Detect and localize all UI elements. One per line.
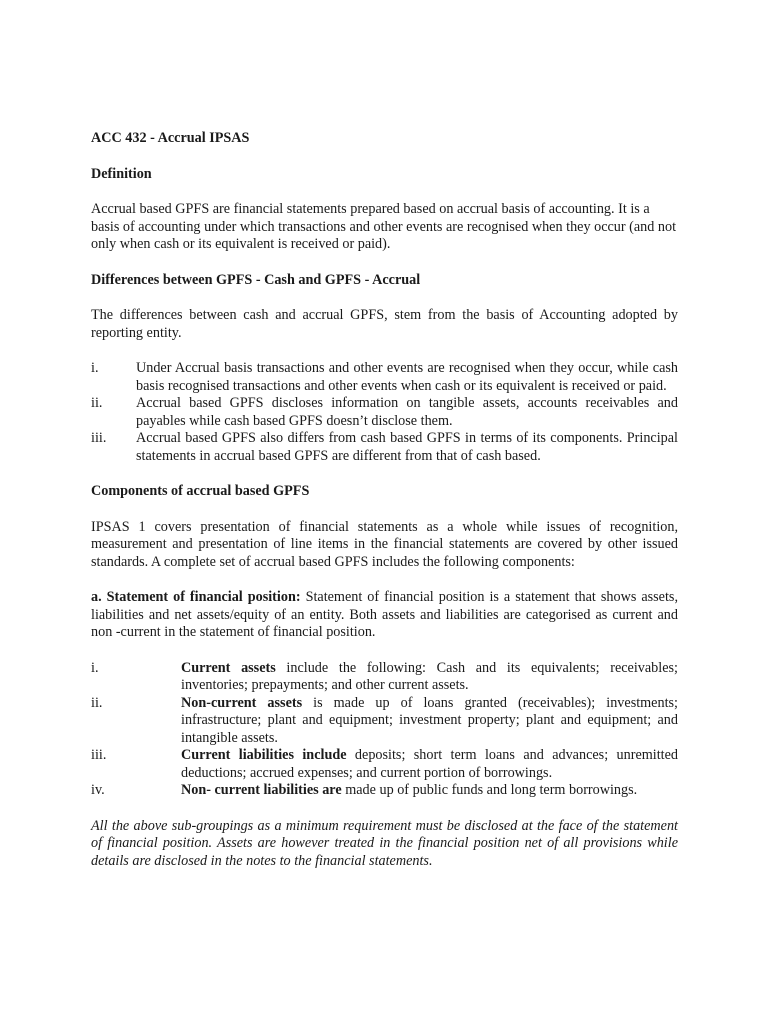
sofp-text: Statement of financial position is a statement that shows assets, liabilities and net assets/equity of an entity. Both assets and liabilities are categorised as current and non -current in the statement of financial position. bbox=[91, 589, 678, 640]
components-intro: IPSAS 1 covers presentation of financial statements as a whole while issues of recognition, measurement and presentation of line items in the financial statements are covered by other issued standards. A complete set of accrual based GPFS includes the following components: bbox=[91, 518, 678, 570]
list-number: i. bbox=[91, 659, 99, 676]
list-lead: Current liabilities include bbox=[181, 747, 347, 763]
components-heading: Components of accrual based GPFS bbox=[91, 483, 310, 499]
list-number: i. bbox=[91, 360, 99, 376]
list-item bbox=[91, 782, 678, 800]
list-text: is made up of loans granted (receivables); investments; infrastructure; plant and equipment; investment property; plant and equipment; and intangible assets. bbox=[181, 694, 678, 746]
sofp-paragraph bbox=[91, 589, 678, 642]
list-number: ii. bbox=[91, 395, 103, 411]
document-body bbox=[91, 130, 678, 870]
list-text: deposits; short term loans and advances; unremitted deductions; accrued expenses; and current portion of borrowings. bbox=[181, 747, 678, 781]
document-title: ACC 432 - Accrual IPSAS bbox=[91, 130, 250, 146]
list-item bbox=[91, 660, 678, 695]
differences-intro: The differences between cash and accrual GPFS, stem from the basis of Accounting adopted by reporting entity. bbox=[91, 307, 678, 341]
list-text: include the following: Cash and its equivalents; receivables; inventories; prepayments; and other current assets. bbox=[181, 659, 678, 693]
list-item bbox=[91, 695, 678, 748]
list-text: Accrual based GPFS discloses information on tangible assets, accounts receivables and payables while cash based GPFS doesn’t disclose them. bbox=[136, 395, 678, 429]
list-number: ii. bbox=[91, 694, 103, 711]
closing-note: All the above sub-groupings as a minimum requirement must be disclosed at the face of the statement of financial position. Assets are however treated in the financial position net of all provisions while details are disclosed in the notes to the financial statements. bbox=[91, 817, 678, 869]
list-text: Accrual based GPFS also differs from cash based GPFS in terms of its components. Principal statements in accrual based GPFS are different from that of cash based. bbox=[136, 430, 678, 464]
list-number: iii. bbox=[91, 747, 107, 763]
definition-paragraph: Accrual based GPFS are financial statements prepared based on accrual basis of accounting. It is a basis of accounting under which transactions and other events are recognised when they occur (and not only when cash or its equivalent is received or paid). bbox=[91, 201, 677, 252]
definition-heading: Definition bbox=[91, 165, 152, 182]
list-text: made up of public funds and long term borrowings. bbox=[341, 782, 638, 798]
list-item bbox=[91, 395, 678, 430]
list-lead: Non- current liabilities are bbox=[181, 782, 342, 798]
sofp-lead: a. Statement of financial position: bbox=[91, 589, 301, 605]
list-number: iv. bbox=[91, 782, 105, 798]
differences-heading: Differences between GPFS - Cash and GPFS - Accrual bbox=[91, 271, 421, 288]
list-lead: Current assets bbox=[181, 659, 276, 676]
list-text: Under Accrual basis transactions and other events are recognised when they occur, while cash basis recognised transactions and other events when cash or its equivalent is received or paid. bbox=[136, 360, 678, 394]
differences-list bbox=[91, 360, 678, 465]
sofp-list bbox=[91, 660, 678, 800]
list-lead: Non-current assets bbox=[181, 694, 303, 711]
list-item bbox=[91, 430, 678, 465]
list-number: iii. bbox=[91, 430, 107, 446]
list-item bbox=[91, 360, 678, 395]
list-item bbox=[91, 747, 678, 782]
